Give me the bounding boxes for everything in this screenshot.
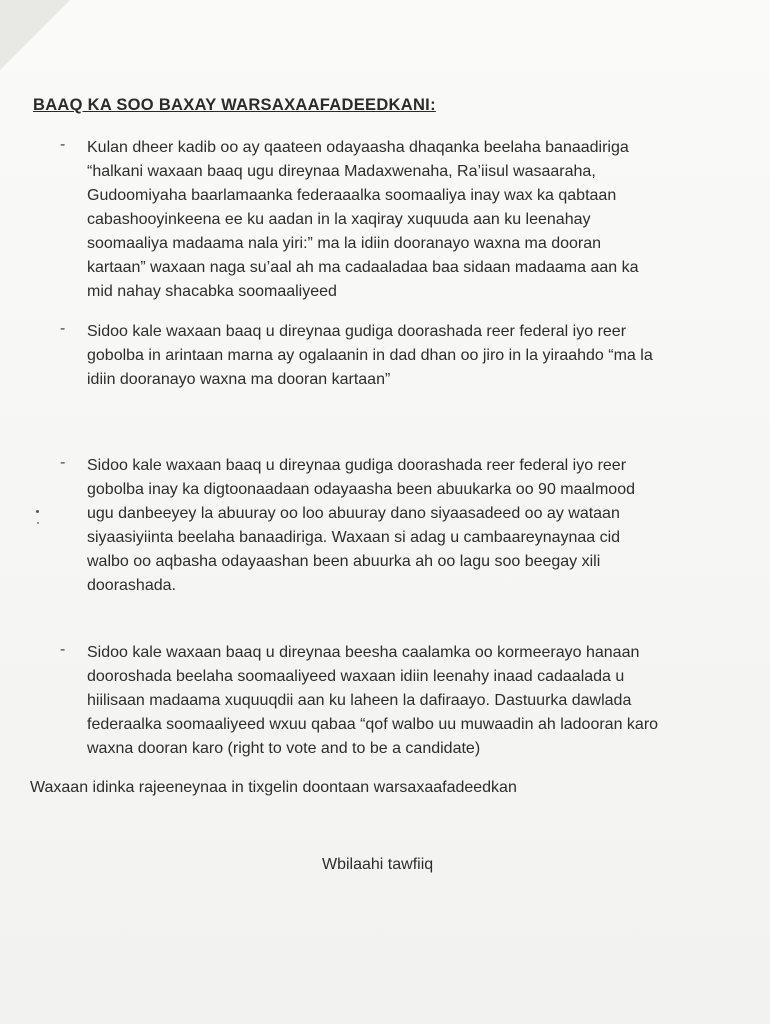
paragraph-line: Sidoo kale waxaan baaq u direynaa gudiga doorashada reer federal iyo reer [87, 323, 627, 340]
scan-speck [36, 510, 39, 513]
paragraph-line: Sidoo kale waxaan baaq u direynaa beesha caalamka oo kormeerayo hanaan [87, 644, 640, 661]
paragraph-line: “halkani waxaan baaq ugu direynaa Madaxwenaha, Ra’iisul wasaaraha, [87, 163, 596, 180]
paragraph-line: walbo oo aqbasha odayaashan been abuurka ah oo lagu soo beegay xili [87, 553, 601, 570]
paragraph-line: waxna dooran karo (right to vote and to be a candidate) [87, 740, 481, 757]
paragraph-line: mid nahay shacabka soomaaliyeed [87, 283, 337, 300]
paragraph-text [87, 641, 747, 761]
paragraph-line: kartaan” waxaan naga su’aal ah ma cadaaladaa baa sidaan madaama aan ka [87, 259, 639, 276]
paragraph-line: Kulan dheer kadib oo ay qaateen odayaasha dhaqanka beelaha banaadiriga [87, 139, 629, 156]
paragraph-line: doorashada. [87, 577, 176, 594]
paragraph-line: Sidoo kale waxaan baaq u direynaa gudiga doorashada reer federal iyo reer [87, 457, 627, 474]
paragraph-text [87, 136, 747, 304]
paragraph-line: ugu danbeeyey la abuuray oo loo abuuray dano siyaasadeed oo ay wataan [87, 505, 620, 522]
closing-statement: Waxaan idinka rajeeneynaa in tixgelin doontaan warsaxaafadeedkan [30, 779, 517, 796]
paragraph-line: gobolba inay ka digtoonaadaan odayaasha been abuukarka oo 90 maalmood [87, 481, 635, 498]
bullet-dash: - [60, 320, 66, 337]
paragraph-line: dooroshada beelaha soomaaliyeed waxaan idiin leenahy inaad cadaalada u [87, 668, 625, 685]
bullet-dash: - [60, 454, 66, 471]
paragraph-line: cabashooyinkeena ee ku aadan in la xaqiray xuquuda aan ku leenahay [87, 211, 591, 228]
paragraph-line: siyaasiyiinta beelaha banaadiriga. Waxaan si adag u cambaareynaynaa cid [87, 529, 621, 546]
paragraph-text [87, 320, 747, 392]
page-corner-fold [0, 0, 70, 70]
signoff: Wbilaahi tawfiiq [322, 856, 434, 873]
paragraph-line: gobolba in arintaan marna ay ogalaanin in dad dhan oo jiro in la yiraahdo “ma la [87, 347, 653, 364]
document-heading: BAAQ KA SOO BAXAY WARSAXAAFADEEDKANI: [33, 96, 436, 114]
bullet-dash: - [60, 641, 66, 658]
paragraph-line: hiilisaan madaama xuquuqdii aan ku laheen la dafiraayo. Dastuurka dawlada [87, 692, 632, 709]
paragraph-line: idiin dooranayo waxna ma dooran kartaan” [87, 371, 391, 388]
scan-speck [37, 522, 39, 524]
paragraph-text [87, 454, 747, 598]
paragraph-line: federaalka soomaaliyeed wxuu qabaa “qof walbo uu muwaadin ah ladooran karo [87, 716, 659, 733]
bullet-dash: - [60, 136, 66, 153]
paragraph-line: Gudoomiyaha baarlamaanka federaaalka soomaaliya inay wax ka qabtaan [87, 187, 617, 204]
paragraph-line: soomaaliya madaama nala yiri:” ma la idiin dooranayo waxna ma dooran [87, 235, 602, 252]
